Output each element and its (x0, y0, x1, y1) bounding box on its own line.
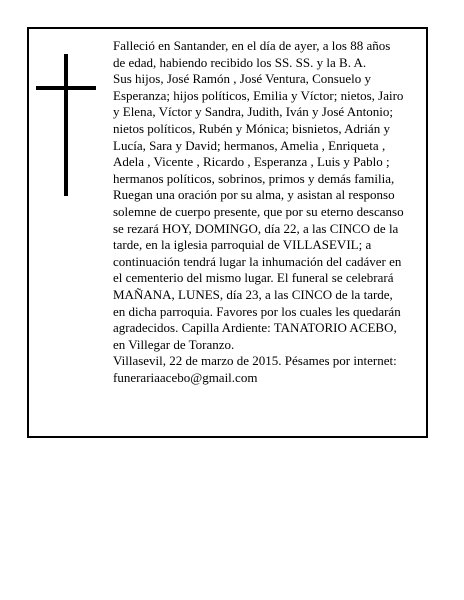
text-line: en Villegar de Toranzo. (113, 336, 235, 352)
text-line: Lucía, Sara y David; hermanos, Amelia , Enriqueta , (113, 137, 386, 153)
obituary-text (113, 38, 425, 386)
text-line: funerariaacebo@gmail.com (113, 369, 258, 385)
text-line: Villasevil, 22 de marzo de 2015. Pésames por internet: (113, 353, 397, 369)
text-line: Ruegan una oración por su alma, y asistan al responso (113, 187, 395, 203)
text-line: el cementerio del mismo lugar. El funeral se celebrará (113, 270, 394, 286)
text-line: en dicha parroquia. Favores por los cuales les quedarán (113, 303, 401, 319)
text-line: Falleció en Santander, en el día de ayer, a los 88 años (113, 38, 391, 53)
text-line: Sus hijos, José Ramón , José Ventura, Consuelo y (113, 71, 371, 87)
text-line: Adela , Vicente , Ricardo , Esperanza , Luis y Pablo ; (113, 154, 390, 170)
text-line: continuación tendrá lugar la inhumación del cadáver en (113, 253, 402, 269)
text-line: y Elena, Víctor y Sandra, Judith, Iván y José Antonio; (113, 104, 393, 120)
cross-icon (36, 54, 96, 196)
text-line: solemne de cuerpo presente, que por su eterno descanso (113, 203, 404, 219)
cross-vertical-bar (64, 54, 68, 196)
text-line: de edad, habiendo recibido los SS. SS. y la B. A. (113, 54, 367, 70)
cross-horizontal-bar (36, 86, 96, 90)
text-line: se rezará HOY, DOMINGO, día 22, a las CINCO de la (113, 220, 399, 236)
text-line: agradecidos. Capilla Ardiente: TANATORIO ACEBO, (113, 320, 397, 336)
text-line: tarde, en la iglesia parroquial de VILLASEVIL; a (113, 237, 372, 253)
text-line: Esperanza; hijos políticos, Emilia y Víctor; nietos, Jairo (113, 87, 404, 103)
text-line: hermanos políticos, sobrinos, primos y demás familia, (113, 170, 395, 186)
text-line: nietos políticos, Rubén y Mónica; bisnietos, Adrián y (113, 120, 390, 136)
text-line: MAÑANA, LUNES, día 23, a las CINCO de la tarde, (113, 286, 393, 302)
